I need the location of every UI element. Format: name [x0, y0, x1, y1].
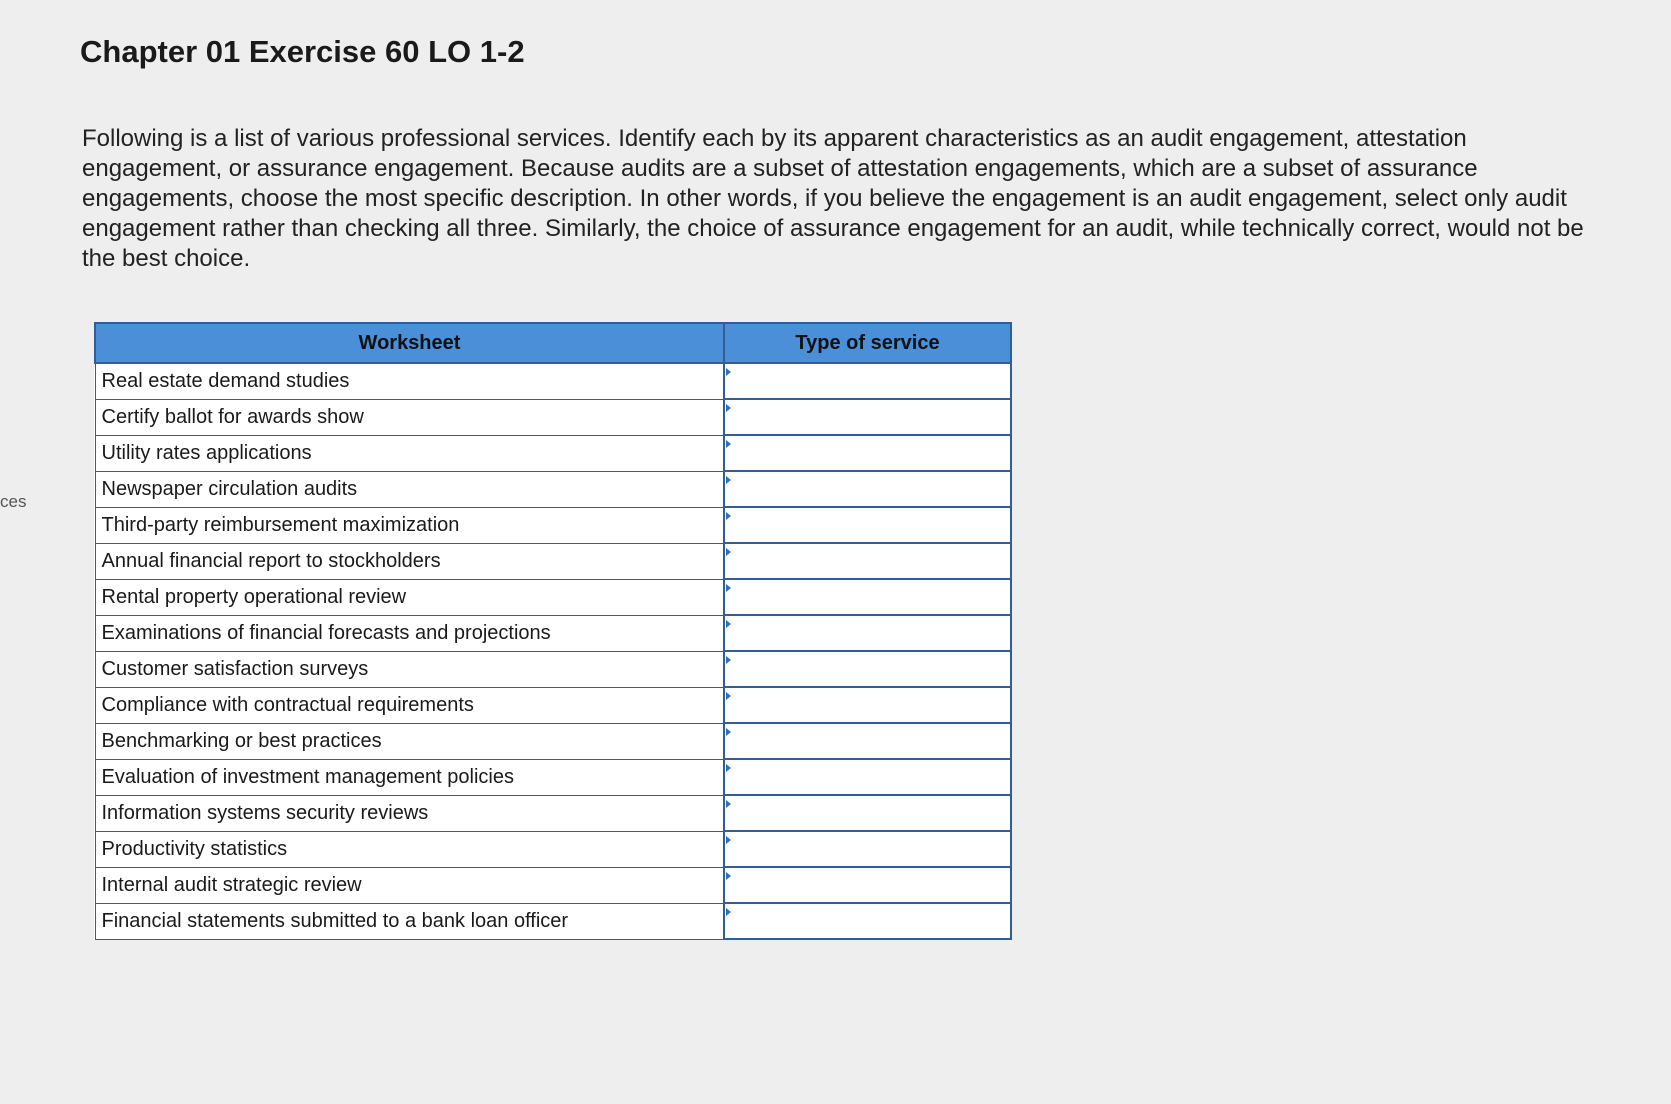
dropdown-marker-icon[interactable]	[725, 580, 1010, 614]
service-label: Real estate demand studies	[95, 363, 724, 399]
table-row	[95, 723, 1011, 759]
worksheet-table	[94, 322, 1012, 940]
type-of-service-dropdown[interactable]	[724, 435, 1011, 471]
table-row	[95, 543, 1011, 579]
service-label: Productivity statistics	[95, 831, 724, 867]
service-label: Internal audit strategic review	[95, 867, 724, 903]
service-label: Customer satisfaction surveys	[95, 651, 724, 687]
table-row	[95, 795, 1011, 831]
dropdown-marker-icon[interactable]	[725, 688, 1010, 722]
service-label: Rental property operational review	[95, 579, 724, 615]
dropdown-marker-icon[interactable]	[725, 760, 1010, 794]
table-row	[95, 435, 1011, 471]
dropdown-marker-icon[interactable]	[725, 868, 1010, 902]
dropdown-marker-icon[interactable]	[725, 832, 1010, 866]
dropdown-marker-icon[interactable]	[725, 616, 1010, 650]
dropdown-marker-icon[interactable]	[725, 508, 1010, 542]
type-of-service-value	[725, 514, 735, 535]
type-of-service-value	[725, 658, 735, 679]
type-of-service-value	[725, 442, 735, 463]
worksheet-header-row	[95, 323, 1011, 363]
service-label: Certify ballot for awards show	[95, 399, 724, 435]
table-row	[95, 579, 1011, 615]
dropdown-marker-icon[interactable]	[725, 472, 1010, 506]
type-of-service-dropdown[interactable]	[724, 363, 1011, 399]
dropdown-marker-icon[interactable]	[725, 364, 1010, 398]
type-of-service-dropdown[interactable]	[724, 579, 1011, 615]
table-row	[95, 831, 1011, 867]
dropdown-marker-icon[interactable]	[725, 652, 1010, 686]
type-of-service-dropdown[interactable]	[724, 831, 1011, 867]
instructions-text: Following is a list of various professional services. Identify each by its apparent characteristics as an audit engagement, attestation engagement, or assurance engagement. Because audits are a subset of attestation engagements, which are a subset of assurance engagements, choose the most specific description. In other words, if you believe the engagement is an audit engagement, select only audit engagement rather than checking all three. Similarly, the choice of assurance engagement for an audit, while technically correct, would not be the best choice.	[82, 125, 1584, 272]
type-of-service-dropdown[interactable]	[724, 651, 1011, 687]
type-of-service-dropdown[interactable]	[724, 903, 1011, 939]
type-of-service-dropdown[interactable]	[724, 543, 1011, 579]
type-of-service-value	[725, 838, 735, 859]
type-of-service-dropdown[interactable]	[724, 399, 1011, 435]
worksheet-column-header: Worksheet	[95, 323, 724, 363]
type-of-service-value	[725, 622, 735, 643]
service-label: Information systems security reviews	[95, 795, 724, 831]
service-label: Newspaper circulation audits	[95, 471, 724, 507]
table-row	[95, 903, 1011, 939]
service-label: Financial statements submitted to a bank loan officer	[95, 903, 724, 939]
type-of-service-dropdown[interactable]	[724, 687, 1011, 723]
type-of-service-dropdown[interactable]	[724, 615, 1011, 651]
table-row	[95, 759, 1011, 795]
table-row	[95, 687, 1011, 723]
table-row	[95, 651, 1011, 687]
type-of-service-value	[725, 766, 735, 787]
service-label: Third-party reimbursement maximization	[95, 507, 724, 543]
type-of-service-value	[725, 910, 735, 931]
table-row	[95, 615, 1011, 651]
service-label: Evaluation of investment management policies	[95, 759, 724, 795]
type-of-service-value	[725, 586, 735, 607]
table-row	[95, 399, 1011, 435]
dropdown-marker-icon[interactable]	[725, 544, 1010, 578]
service-label: Compliance with contractual requirements	[95, 687, 724, 723]
type-of-service-dropdown[interactable]	[724, 723, 1011, 759]
type-of-service-dropdown[interactable]	[724, 795, 1011, 831]
type-of-service-value	[725, 802, 735, 823]
table-row	[95, 507, 1011, 543]
table-row	[95, 363, 1011, 399]
dropdown-marker-icon[interactable]	[725, 904, 1010, 938]
sidebar-partial-label: ces	[0, 492, 27, 511]
type-of-service-dropdown[interactable]	[724, 507, 1011, 543]
service-label: Annual financial report to stockholders	[95, 543, 724, 579]
table-row	[95, 471, 1011, 507]
type-of-service-value	[725, 370, 735, 391]
dropdown-marker-icon[interactable]	[725, 436, 1010, 470]
service-label: Examinations of financial forecasts and projections	[95, 615, 724, 651]
dropdown-marker-icon[interactable]	[725, 796, 1010, 830]
type-of-service-dropdown[interactable]	[724, 471, 1011, 507]
type-of-service-column-header: Type of service	[724, 323, 1011, 363]
worksheet-body	[95, 363, 1011, 939]
type-of-service-value	[725, 478, 735, 499]
page-title: Chapter 01 Exercise 60 LO 1-2	[80, 34, 525, 69]
dropdown-marker-icon[interactable]	[725, 724, 1010, 758]
table-row	[95, 867, 1011, 903]
type-of-service-value	[725, 406, 735, 427]
type-of-service-dropdown[interactable]	[724, 759, 1011, 795]
service-label: Benchmarking or best practices	[95, 723, 724, 759]
type-of-service-value	[725, 550, 735, 571]
type-of-service-value	[725, 730, 735, 751]
service-label: Utility rates applications	[95, 435, 724, 471]
type-of-service-value	[725, 694, 735, 715]
type-of-service-value	[725, 874, 735, 895]
dropdown-marker-icon[interactable]	[725, 400, 1010, 434]
type-of-service-dropdown[interactable]	[724, 867, 1011, 903]
